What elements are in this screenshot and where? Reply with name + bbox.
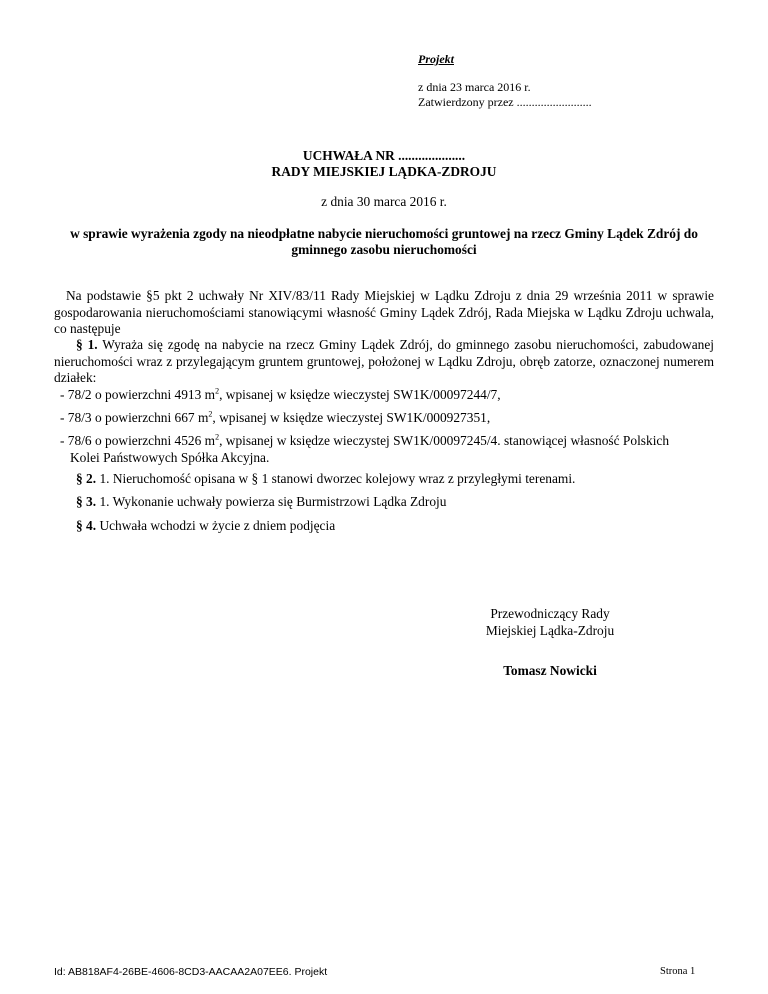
section-1-text: Wyraża się zgodę na nabycie na rzecz Gminy Lądek Zdrój, do gminnego zasobu nieruchomości, zabudowanej nieruchomości wraz z przylegającym gruntem gruntowej, położonej w Lądku Zdroju, obręb zatorze, oznaczonej numerem działek: [54,337,714,385]
legal-basis: Na podstawie §5 pkt 2 uchwały Nr XIV/83/11 Rady Miejskiej w Lądku Zdroju z dnia 29 września 2011 w sprawie gospodarowania nieruchomościami stanowiącymi własność Gminy Lądek Zdrój, Rada Miejska w Lądku Zdroju uchwala, co następuje [54,288,714,336]
parcel-text-continuation: Kolei Państwowych Spółka Akcyjna. [70,449,270,465]
section-2-label: § 2. [76,471,97,486]
parcel-text: - 78/6 o powierzchni 4526 m [60,433,216,448]
section-3-text: 1. Wykonanie uchwały powierza się Burmistrzowi Lądka Zdroju [96,494,447,509]
section-4-text: Uchwała wchodzi w życie z dniem podjęcia [96,518,336,533]
parcel-unit-sup: 2 [208,409,213,419]
section-3 [76,494,446,510]
resolution-subject: w sprawie wyrażenia zgody na nieodpłatne nabycie nieruchomości gruntowej na rzecz Gminy Lądek Zdrój do gminnego zasobu nieruchomości [70,226,698,257]
parcel-unit-sup: 2 [215,432,220,442]
parcel-text: , wpisanej w księdze wieczystej SW1K/00097245/4. stanowiącej własność Polskich [219,433,670,448]
section-3-label: § 3. [76,494,97,509]
section-1 [54,337,714,387]
signatory-title: Przewodniczący Rady [490,606,610,621]
resolution-date: z dnia 30 marca 2016 r. [321,194,447,209]
signatory-council: Miejskiej Lądka-Zdroju [485,623,615,638]
parcel-item [60,387,714,404]
parcel-text: , wpisanej w księdze wieczystej SW1K/000927351, [212,410,491,425]
parcel-text: - 78/3 o powierzchni 667 m [60,410,209,425]
draft-date: z dnia 23 marca 2016 r. [418,80,531,94]
resolution-number: UCHWAŁA NR .................... [302,148,466,163]
council-name: RADY MIEJSKIEJ LĄDKA-ZDROJU [271,164,497,179]
section-1-label: § 1. [76,337,98,352]
parcel-item [60,433,714,466]
section-2 [76,471,575,487]
parcel-text: - 78/2 o powierzchni 4913 m [60,387,216,402]
document-id: Id: AB818AF4-26BE-4606-8CD3-AACAA2A07EE6. Projekt [54,966,328,978]
section-4-label: § 4. [76,518,97,533]
section-4 [76,518,335,534]
page-number: Strona 1 [660,966,696,977]
signatory-name: Tomasz Nowicki [503,663,597,678]
projekt-label: Projekt [418,52,454,66]
parcel-text: , wpisanej w księdze wieczystej SW1K/00097244/7, [219,387,501,402]
section-2-text: 1. Nieruchomość opisana w § 1 stanowi dworzec kolejowy wraz z przyległymi terenami. [96,471,576,486]
parcel-item [60,410,714,427]
approved-by: Zatwierdzony przez ......................... [418,95,592,109]
parcel-unit-sup: 2 [215,386,220,396]
